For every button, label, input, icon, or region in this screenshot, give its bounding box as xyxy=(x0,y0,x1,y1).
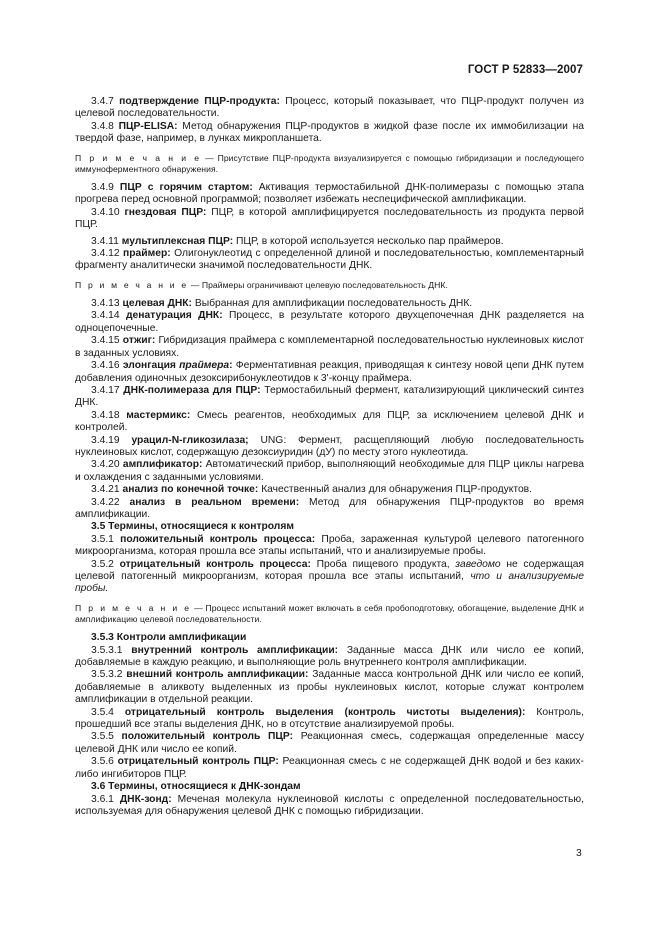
term-3-5-3-2 xyxy=(75,669,584,706)
term-number: 3.4.22 xyxy=(91,496,120,508)
note-text: — Праймеры ограничивают целевую последовательность ДНК. xyxy=(190,279,448,290)
term-title: отрицательный контроль ПЦР: xyxy=(117,756,279,768)
term-3-5-5 xyxy=(75,731,584,756)
term-number: 3.4.13 xyxy=(91,298,120,310)
term-title: ДНК-зонд: xyxy=(119,793,172,805)
term-3-4-10 xyxy=(75,207,584,232)
page-number: 3 xyxy=(576,848,582,859)
note-3 xyxy=(75,603,584,625)
term-number: 3.4.21 xyxy=(91,484,120,496)
term-3-4-9 xyxy=(75,182,584,207)
note-1 xyxy=(75,153,584,175)
note-text: — Присутствие ПЦР-продукта визуализируется с помощью гибридизации и последующего иммуноферментного обнаружения. xyxy=(75,152,584,174)
term-3-4-22 xyxy=(75,497,584,522)
term-3-5-4 xyxy=(75,707,584,732)
term-3-5-3-1 xyxy=(75,645,584,670)
document-body xyxy=(75,96,584,818)
term-title: праймер: xyxy=(123,248,171,260)
section-heading-3-6: 3.6 Термины, относящиеся к ДНК-зондам xyxy=(91,781,301,793)
term-3-4-17 xyxy=(75,385,584,410)
term-3-5-6 xyxy=(75,756,584,781)
note-label: П р и м е ч а н и е xyxy=(75,279,189,290)
term-definition-italic: заведомо xyxy=(455,558,501,570)
term-definition: Контроль, прошедший все этапы выделения ДНК, но в отсутствие анализируемой пробы. xyxy=(75,706,584,731)
term-definition: Реакционная смесь с не содержащей ДНК водой и без каких-либо ингибиторов ПЦР. xyxy=(75,756,584,780)
term-title: подтверждение ПЦР-продукта: xyxy=(119,96,280,107)
term-number: 3.5.4 xyxy=(91,706,114,718)
term-number: 3.5.3.1 xyxy=(91,644,123,656)
term-3-5-1 xyxy=(75,534,584,559)
term-definition: Олигонуклеотид с определенной длиной и последовательностью, комплементарный фрагменту аналитически значимой последовательности ДНК. xyxy=(75,248,584,272)
term-number: 3.4.8 xyxy=(91,120,114,132)
term-3-4-13 xyxy=(75,298,584,310)
term-number: 3.5.3.2 xyxy=(91,669,123,681)
term-3-4-11 xyxy=(75,236,584,248)
term-definition: не содержащая целевой патогенный микроорганизм, которая прошла все этапы испытаний, xyxy=(75,558,584,583)
term-definition-italic: что и анализируемые пробы. xyxy=(75,571,584,595)
note-2 xyxy=(75,280,584,291)
term-title: ДНК-полимераза для ПЦР: xyxy=(123,384,261,396)
term-title: амплификатор: xyxy=(122,459,203,471)
term-title-italic: праймера xyxy=(179,360,230,372)
term-title: положительный контроль ПЦР: xyxy=(121,731,294,743)
term-title: мастермикс: xyxy=(126,409,191,421)
term-number: 3.6.1 xyxy=(91,793,114,805)
term-title: отрицательный контроль выделения (контроль чистоты выделения): xyxy=(124,706,526,718)
term-title: целевая ДНК: xyxy=(122,298,192,310)
term-3-6-1 xyxy=(75,794,584,819)
term-definition: Заданные масса ДНК или число ее копий, добавляемые в каждую реакцию, и выполняющие роль внутреннего контроля амплификации. xyxy=(75,644,584,669)
term-number: 3.4.19 xyxy=(91,434,120,446)
term-number: 3.4.9 xyxy=(91,182,114,194)
term-definition: Выбранная для амплификации последовательность ДНК. xyxy=(194,298,473,310)
term-3-4-16 xyxy=(75,360,584,385)
term-number: 3.4.17 xyxy=(91,384,120,396)
term-number: 3.4.20 xyxy=(91,459,120,471)
term-number: 3.4.11 xyxy=(91,235,119,247)
term-3-4-12 xyxy=(75,248,584,273)
term-definition: Заданные масса контрольной ДНК или число ее копий, добавляемые в аликвоту выделенных из пробы нуклеиновых кислот, которые служат контролем амплификации в отдельной реакции. xyxy=(75,669,584,706)
term-3-4-8 xyxy=(75,121,584,146)
term-title: урацил-N-гликозилаза; xyxy=(131,434,249,446)
term-number: 3.5.6 xyxy=(91,756,114,768)
note-label: П р и м е ч а н и е xyxy=(75,152,202,163)
note-label: П р и м е ч а н и е xyxy=(75,602,192,613)
term-3-4-18 xyxy=(75,410,584,435)
term-definition: Процесс, в результате которого двухцепочечная ДНК разделяется на одноцепочечные. xyxy=(75,310,584,334)
term-definition: Гибридизация праймера с комплементарной последовательностью нуклеиновых кислот в заданных условиях. xyxy=(75,335,584,359)
term-definition: Смесь реагентов, необходимых для ПЦР, за исключением целевой ДНК и контролей. xyxy=(75,409,584,434)
term-3-4-21 xyxy=(75,484,584,496)
term-title: положительный контроль процесса: xyxy=(120,533,316,545)
term-title: отжиг: xyxy=(122,335,156,347)
term-3-4-20 xyxy=(75,459,584,484)
note-text: — Процесс испытаний может включать в себя пробоподготовку, обогащение, выделение ДНК и амплификацию целевой последовательности. xyxy=(75,602,584,625)
term-title: ПЦР с горячим стартом: xyxy=(119,182,253,194)
term-definition: Качественный анализ для обнаружения ПЦР-продуктов. xyxy=(261,484,532,496)
term-title: гнездовая ПЦР: xyxy=(124,206,207,218)
term-title: элонгация xyxy=(122,360,176,372)
term-definition: Меченая молекула нуклеиновой кислоты с определенной последовательностью, используемая для обнаружения целевой ДНК с помощью гибридизации. xyxy=(75,793,584,817)
term-title: внешний контроль амплификации: xyxy=(126,669,309,681)
term-definition: Метод обнаружения ПЦР-продуктов в жидкой фазе после их иммобилизации на твердой фазе, например, в лунках микропланшета. xyxy=(75,120,584,145)
term-number: 3.4.7 xyxy=(91,96,114,107)
term-definition: UNG: Фермент, расщепляющий любую последовательность нуклеиновых кислот, содержащую дезоксиуридин (дУ) по месту этого нуклеотида. xyxy=(75,434,584,458)
term-definition: Проба пищевого продукта, xyxy=(316,558,450,570)
term-number: 3.4.12 xyxy=(91,248,120,260)
term-definition: Ферментативная реакция, приводящая к синтезу новой цепи ДНК путем добавления одиночных дезоксирибонуклеотидов к 3'-концу праймера. xyxy=(75,360,584,384)
term-3-5-2 xyxy=(75,559,584,596)
term-3-4-14 xyxy=(75,310,584,335)
term-3-4-19 xyxy=(75,435,584,460)
term-3-4-7 xyxy=(75,96,584,121)
term-3-4-15 xyxy=(75,335,584,360)
term-title: ПЦР-ELISA: xyxy=(118,120,178,132)
term-number: 3.4.15 xyxy=(91,335,120,347)
term-definition: Метод для обнаружения ПЦР-продуктов во время амплификации. xyxy=(75,496,584,520)
term-title: внутренний контроль амплификации: xyxy=(131,644,339,656)
term-number: 3.4.16 xyxy=(91,360,120,372)
term-title: мультиплексная ПЦР: xyxy=(121,235,234,247)
term-title: отрицательный контроль процесса: xyxy=(119,558,311,570)
term-definition: Термостабильный фермент, катализирующий циклический синтез ДНК. xyxy=(75,384,584,409)
term-title: анализ в реальном времени: xyxy=(129,496,300,508)
term-number: 3.4.10 xyxy=(91,206,120,218)
term-title: анализ по конечной точке: xyxy=(122,484,259,496)
term-definition: Проба, зараженная культурой целевого патогенного микроорганизма, которая прошла все этапы испытаний, что и анализируемые пробы. xyxy=(75,533,584,558)
term-number: 3.5.2 xyxy=(91,558,114,570)
term-definition: ПЦР, в которой амплифицируется последовательность из продукта первой ПЦР. xyxy=(75,206,584,231)
term-title-tail: : xyxy=(229,360,233,372)
term-number: 3.4.18 xyxy=(91,409,120,421)
term-title: денатурация ДНК: xyxy=(126,310,223,322)
term-definition: Процесс, который показывает, что ПЦР-продукт получен из целевой последовательности. xyxy=(75,96,584,120)
term-number: 3.4.14 xyxy=(91,310,120,322)
term-definition: ПЦР, в которой используется несколько пар праймеров. xyxy=(236,235,504,247)
document-id-header: ГОСТ Р 52833—2007 xyxy=(467,64,583,76)
section-heading-3-5-3: 3.5.3 Контроли амплификации xyxy=(91,632,247,644)
term-definition: Автоматический прибор, выполняющий необходимые для ПЦР циклы нагрева и охлаждения с заданными условиями. xyxy=(75,459,584,483)
section-heading-3-5: 3.5 Термины, относящиеся к контролям xyxy=(91,521,294,533)
term-definition: Активация термостабильной ДНК-полимеразы с помощью этапа прогрева перед основной программой; позволяет избежать неспецифической амплификации. xyxy=(75,182,584,206)
term-number: 3.5.1 xyxy=(91,533,114,545)
term-definition: Реакционная смесь, содержащая определенные массу целевой ДНК или число ее копий. xyxy=(75,731,584,755)
term-number: 3.5.5 xyxy=(91,731,114,743)
